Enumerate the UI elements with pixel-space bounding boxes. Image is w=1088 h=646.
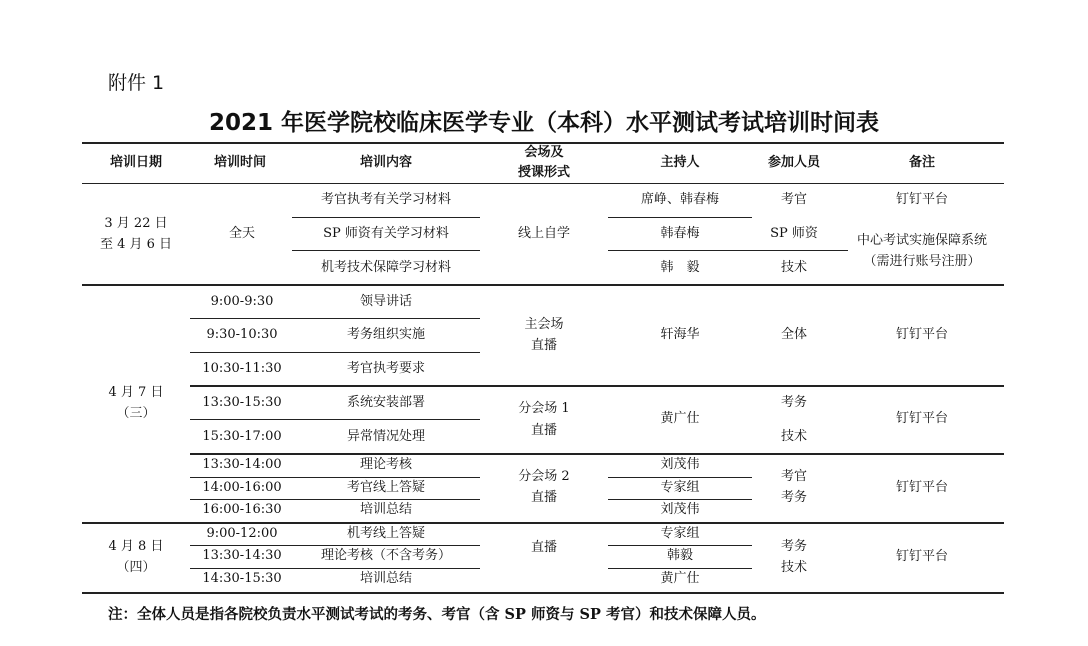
block3-content: 培训总结 [359,571,413,586]
block2-g3-host: 刘茂伟 [660,457,700,472]
block2-g2-content: 异常情况处理 [346,429,426,444]
block2-g1-time: 10:30-11:30 [202,361,282,376]
block2-g2-host: 黄广仕 [660,411,700,426]
block1-content: 考官执考有关学习材料 [320,192,452,207]
block3-participants-line1: 考务 [780,539,808,554]
block2-g1-remark: 钉钉平台 [895,327,949,342]
block3-venue: 直播 [530,540,558,555]
block2-g1-time: 9:00-9:30 [210,294,274,309]
schedule-table [82,142,1004,594]
block1-venue: 线上自学 [517,226,571,241]
block2-g1-content: 领导讲话 [359,294,413,309]
block3-date-line2: （四） [116,560,156,575]
block3-host: 黄广仕 [660,571,700,586]
header-host: 主持人 [660,155,700,170]
block2-g1-participants: 全体 [780,327,808,342]
block3-participants-line2: 技术 [780,560,808,575]
block2-g2-venue-line2: 直播 [530,423,558,438]
block2-row-rule [190,352,480,353]
block2-date-line2: （三） [116,406,156,421]
block2-g1-venue-line1: 主会场 [524,317,564,332]
block3-content: 理论考核（不含考务） [320,548,452,563]
block1-row-rule [608,250,848,251]
block2-date-line1: 4 月 7 日 [108,385,164,400]
block3-remark: 钉钉平台 [895,549,949,564]
block1-time: 全天 [228,226,256,241]
block2-g1-host: 轩海华 [660,327,700,342]
header-bottom-rule [82,183,1004,184]
block2-row-rule [190,318,480,319]
block3-host: 专家组 [660,526,700,541]
block1-participants: SP 师资 [770,226,818,241]
block1-host: 韩 毅 [660,260,700,275]
block2-g3-participants-line1: 考官 [780,469,808,484]
block2-g2-remark: 钉钉平台 [895,411,949,426]
block2-g3-participants-line2: 考务 [780,490,808,505]
block2-group-rule [190,385,1004,387]
block2-g1-venue-line2: 直播 [530,338,558,353]
block2-g3-time: 13:30-14:00 [202,457,282,472]
block2-g3-remark: 钉钉平台 [895,480,949,495]
header-time: 培训时间 [213,155,267,170]
block1-participants: 技术 [780,260,808,275]
block1-participants: 考官 [780,192,808,207]
block2-g3-content: 培训总结 [359,502,413,517]
block3-time: 13:30-14:30 [202,548,282,563]
block2-g3-host: 专家组 [660,480,700,495]
block2-g3-venue-line1: 分会场 2 [518,469,570,484]
block2-g2-participants: 考务 [780,395,808,410]
block2-g3-host: 刘茂伟 [660,502,700,517]
block2-g1-time: 9:30-10:30 [206,327,278,342]
block2-g3-time: 14:00-16:00 [202,480,282,495]
footnote: 注：全体人员是指各院校负责水平测试考试的考务、考官（含 SP 师资与 SP 考官）和技术保障人员。 [108,606,766,623]
block2-g3-time: 16:00-16:30 [202,502,282,517]
block2-group-rule [190,453,1004,455]
table-bottom-rule [82,592,1004,594]
block1-content: 机考技术保障学习材料 [320,260,452,275]
block2-g2-participants: 技术 [780,429,808,444]
header-date: 培训日期 [109,155,163,170]
block1-bottom-rule [82,284,1004,286]
block1-remark-line1: 中心考试实施保障系统 [856,233,988,248]
header-venue-line2: 授课形式 [517,165,571,180]
attachment-label: 附件 1 [108,72,165,94]
block1-date-line2: 至 4 月 6 日 [99,237,173,252]
block3-date-line1: 4 月 8 日 [108,539,164,554]
block2-g2-time: 15:30-17:00 [202,429,282,444]
block1-row-rule [292,217,480,218]
block3-time: 9:00-12:00 [206,526,278,541]
block1-row-rule [292,250,480,251]
block2-g3-content: 考官线上答疑 [346,480,426,495]
block3-time: 14:30-15:30 [202,571,282,586]
header-content: 培训内容 [359,155,413,170]
block3-host: 韩毅 [666,548,694,563]
block1-content: SP 师资有关学习材料 [323,226,449,241]
header-remarks: 备注 [908,155,936,170]
block2-g3-content: 理论考核 [359,457,413,472]
block2-row-rule [190,419,480,420]
block2-g2-time: 13:30-15:30 [202,395,282,410]
block1-host: 席峥、韩春梅 [640,192,720,207]
block1-row-rule [608,217,752,218]
block2-g1-content: 考官执考要求 [346,361,426,376]
block2-g1-content: 考务组织实施 [346,327,426,342]
block2-g3-venue-line2: 直播 [530,490,558,505]
block1-date-line1: 3 月 22 日 [104,216,168,231]
block1-remark-line2: （需进行账号注册） [863,254,981,269]
header-venue-line1: 会场及 [524,145,564,160]
block2-g2-venue-line1: 分会场 1 [518,401,570,416]
block2-g2-content: 系统安装部署 [346,395,426,410]
block1-host: 韩春梅 [660,226,700,241]
block3-content: 机考线上答疑 [346,526,426,541]
block1-remark: 钉钉平台 [895,192,949,207]
page-title: 2021 年医学院校临床医学专业（本科）水平测试考试培训时间表 [208,110,880,136]
header-participants: 参加人员 [767,155,821,170]
